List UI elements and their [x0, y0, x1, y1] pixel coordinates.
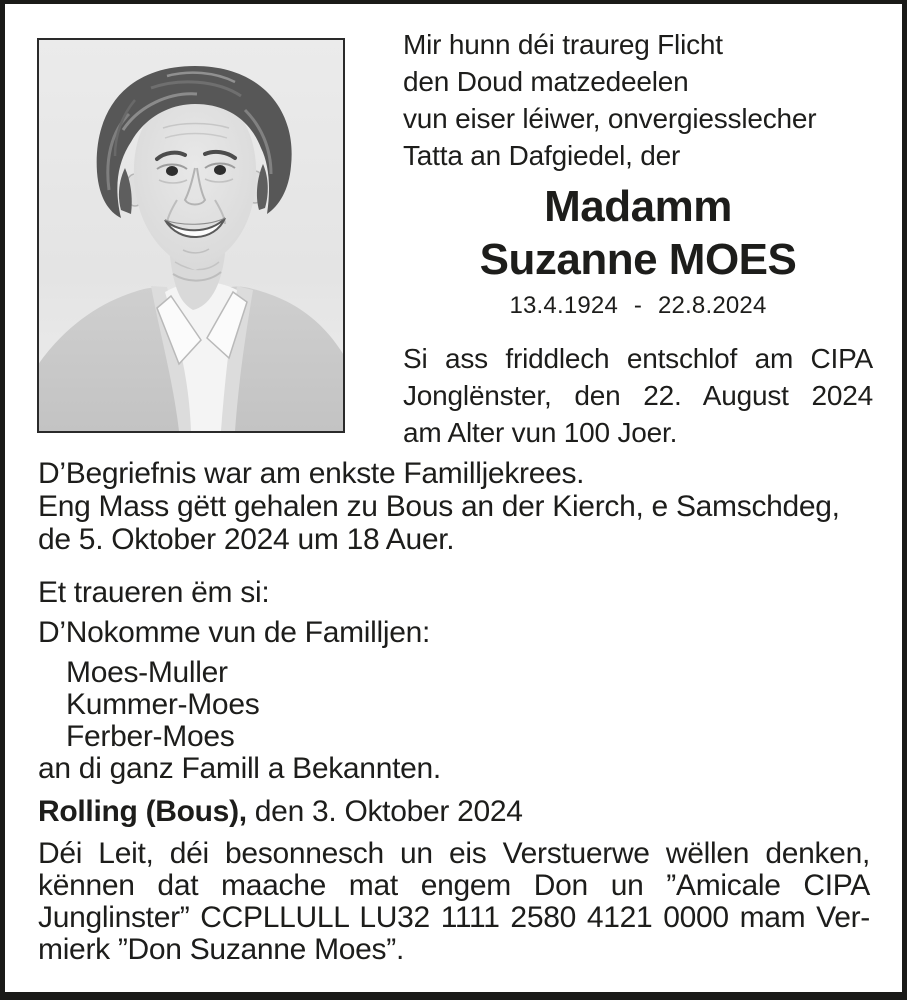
family-name: Kummer-Moes — [66, 688, 260, 721]
deceased-title: Madamm — [544, 182, 732, 231]
place-name: Rolling (Bous), — [38, 795, 247, 828]
family-name: Moes-Muller — [66, 656, 228, 689]
portrait-photo — [37, 38, 345, 433]
announcement-column — [403, 26, 873, 451]
intro-line: Mir hunn déi traureg Flicht — [403, 29, 723, 60]
death-line: Si ass friddlech entschlof am CIPA — [403, 343, 873, 374]
deceased-name: Suzanne MOES — [479, 235, 797, 284]
donation-paragraph — [38, 838, 870, 966]
announcement-intro — [403, 26, 873, 174]
descendants-block — [38, 616, 870, 785]
donation-line: mierk ”Don Suzanne Moes”. — [38, 933, 404, 966]
place-date-line — [38, 795, 870, 829]
family-name: Ferber-Moes — [66, 720, 235, 753]
funeral-line: D’Begriefnis war am enkste Familljekrees. — [38, 457, 585, 490]
descendants-label: D’Nokomme vun de Familljen: — [38, 616, 431, 649]
death-line: Jonglënster, den 22. August 2024 — [403, 380, 873, 411]
elderly-woman-portrait-illustration — [39, 40, 343, 431]
donation-line: Junglinster” CCPLLULL LU32 1111 2580 4121 0000 mam Ver- — [38, 901, 870, 934]
mourning-heading: Et traueren ëm si: — [38, 576, 270, 609]
funeral-line: de 5. Oktober 2024 um 18 Auer. — [38, 523, 455, 556]
families-closing: an di ganz Famill a Bekannten. — [38, 752, 441, 785]
death-paragraph — [403, 340, 873, 451]
intro-line: Tatta an Dafgiedel, der — [403, 140, 681, 171]
donation-line: Déi Leit, déi besonnesch un eis Verstuerwe wëllen denken, — [38, 837, 870, 870]
life-dates: 13.4.1924 - 22.8.2024 — [509, 292, 767, 319]
intro-line: den Doud matzedeelen — [403, 66, 689, 97]
funeral-paragraph — [38, 457, 870, 556]
deceased-name-heading — [403, 180, 873, 286]
intro-line: vun eiser léiwer, onvergiesslecher — [403, 103, 817, 134]
place-date: den 3. Oktober 2024 — [254, 795, 523, 828]
funeral-line: Eng Mass gëtt gehalen zu Bous an der Kierch, e Samschdeg, — [38, 490, 840, 523]
donation-line: kënnen dat maache mat engem Don un ”Amicale CIPA — [38, 869, 870, 902]
death-line: am Alter vun 100 Joer. — [403, 417, 678, 448]
